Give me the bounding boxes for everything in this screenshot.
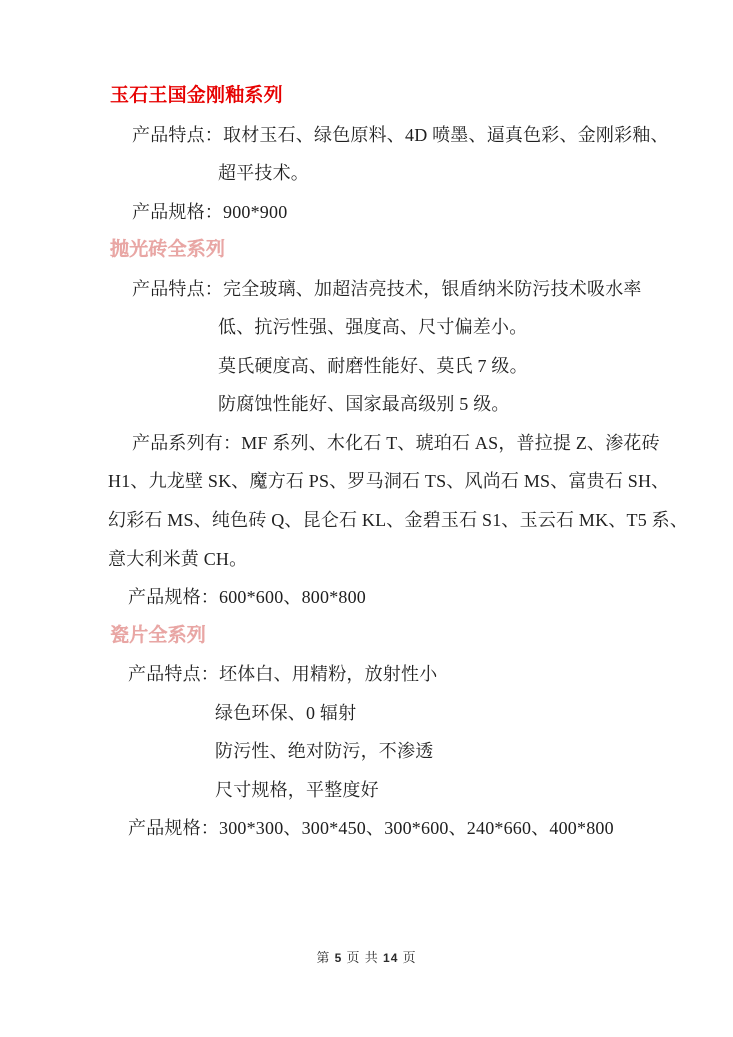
product-series-continuation: H1、九龙壁 SK、魔方石 PS、罗马洞石 TS、风尚石 MS、富贵石 SH、 [108,471,670,492]
footer-suffix: 页 [402,950,417,965]
product-series-continuation: 幻彩石 MS、纯色砖 Q、昆仑石 KL、金碧玉石 S1、玉云石 MK、T5 系、 [108,510,689,531]
product-features-continuation: 防污性、绝对防污，不渗透 [215,741,434,762]
product-series-line: 产品系列有：MF 系列、木化石 T、琥珀石 AS，普拉提 Z、渗花砖 [132,432,660,453]
product-features-line: 产品特点：完全玻璃、加超洁亮技术，银盾纳米防污技术吸水率 [132,278,642,299]
product-spec-line: 产品规格：300*300、300*450、300*600、240*660、400*800 [128,818,614,839]
total-page-count: 14 [383,951,399,965]
product-series-continuation: 意大利米黄 CH。 [108,548,248,569]
heading-polished-tile-series: 抛光砖全系列 [110,239,226,261]
document-body [108,77,689,848]
product-spec-line: 产品规格：900*900 [132,201,288,222]
product-features-continuation: 绿色环保、0 辐射 [215,702,357,723]
product-features-line: 产品特点：取材玉石、绿色原料、4D 喷墨、逼真色彩、金刚彩釉、 [132,124,669,145]
heading-jingang-glaze-series: 玉石王国金刚釉系列 [110,85,283,106]
page-footer [0,947,733,966]
product-features-line: 产品特点：坯体白、用精粉，放射性小 [128,664,438,685]
product-features-continuation: 防腐蚀性能好、国家最高级别 5 级。 [218,394,510,415]
product-features-continuation: 低、抗污性强、强度高、尺寸偏差小。 [218,317,528,338]
current-page-number: 5 [334,951,343,965]
product-features-continuation: 超平技术。 [218,163,309,184]
footer-infix: 页 共 [346,950,379,965]
product-features-continuation: 莫氏硬度高、耐磨性能好、莫氏 7 级。 [218,355,528,376]
product-spec-line: 产品规格：600*600、800*800 [128,587,366,608]
product-features-continuation: 尺寸规格，平整度好 [215,779,379,800]
footer-prefix: 第 [316,950,331,965]
heading-ceramic-piece-series: 瓷片全系列 [110,624,207,646]
